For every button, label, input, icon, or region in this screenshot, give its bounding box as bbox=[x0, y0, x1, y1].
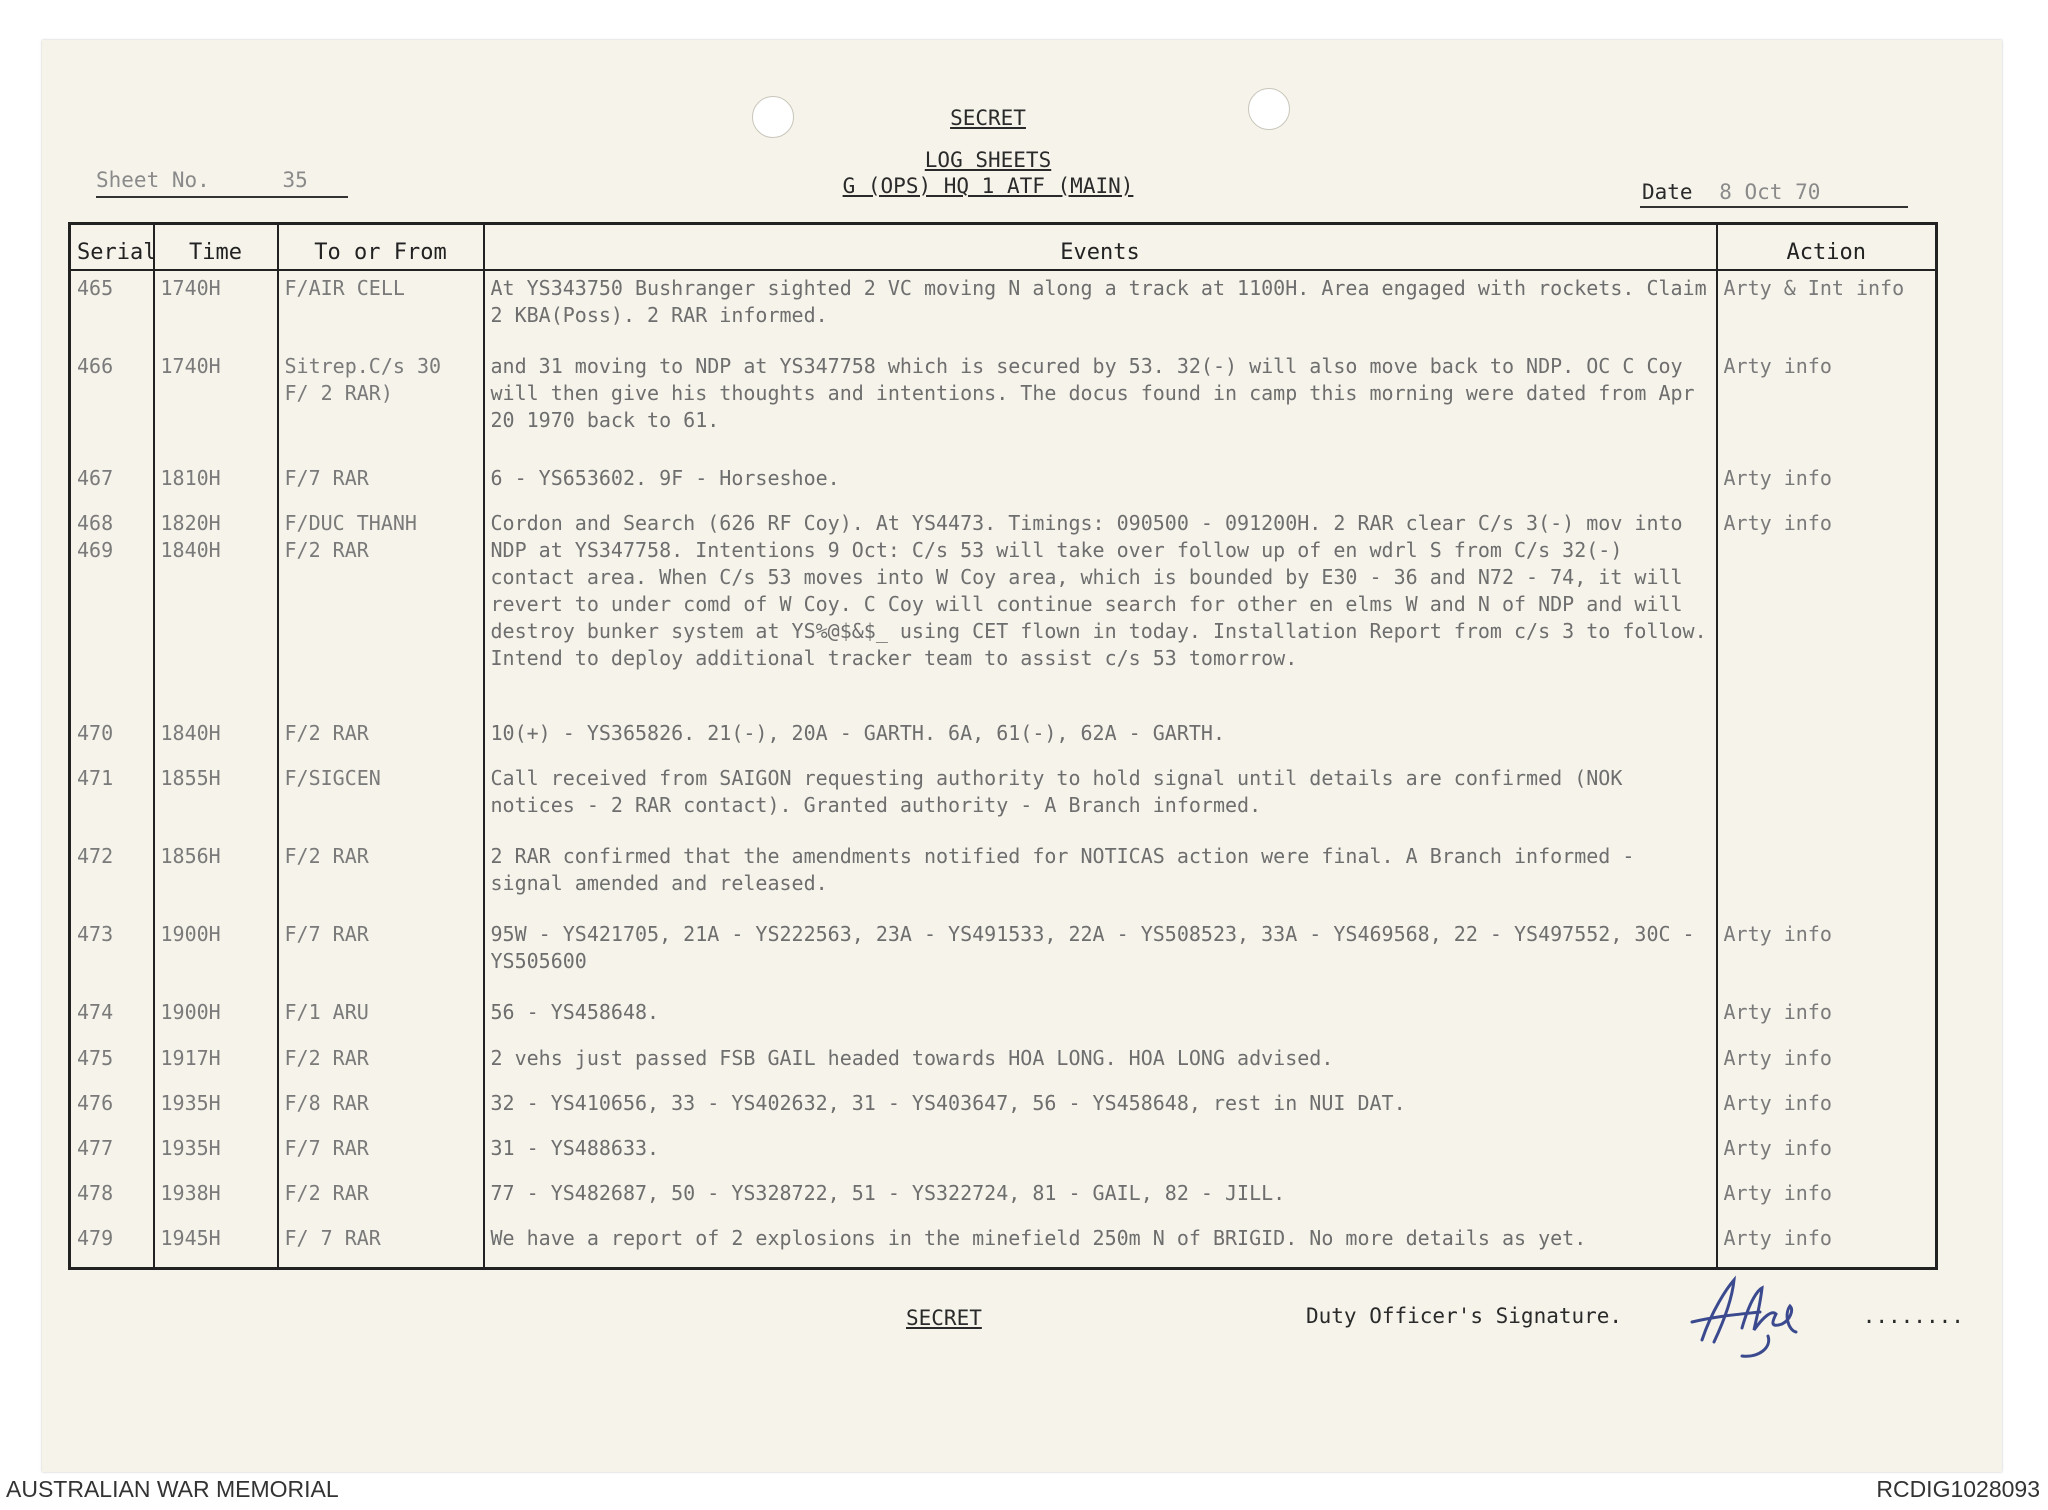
entry-time: 1740H bbox=[154, 349, 278, 460]
entry-action: Arty info bbox=[1717, 1041, 1937, 1086]
column-header-to-or-from: To or From bbox=[278, 224, 484, 271]
entry-serial: 472 bbox=[70, 839, 154, 917]
entry-action: Arty info bbox=[1717, 506, 1937, 716]
sheet-label: Sheet No. bbox=[96, 168, 210, 192]
entry-serial: 466 bbox=[70, 349, 154, 460]
log-entry-467 bbox=[70, 461, 1937, 506]
entry-time: 1900H bbox=[154, 917, 278, 995]
log-table-header bbox=[70, 224, 1937, 271]
signature-dots: ........ bbox=[1862, 1304, 1964, 1328]
entry-serial: 475 bbox=[70, 1041, 154, 1086]
entry-time: 1935H bbox=[154, 1131, 278, 1176]
log-entry-477 bbox=[70, 1131, 1937, 1176]
entry-event: 10(+) - YS365826. 21(-), 20A - GARTH. 6A, 61(-), 62A - GARTH. bbox=[484, 716, 1717, 761]
entry-time: 1740H bbox=[154, 270, 278, 349]
log-entry-476 bbox=[70, 1086, 1937, 1131]
log-table-blank-space bbox=[70, 1267, 1937, 1269]
entry-time: 1917H bbox=[154, 1041, 278, 1086]
entry-event: 95W - YS421705, 21A - YS222563, 23A - YS491533, 22A - YS508523, 33A - YS469568, 22 - YS497552, 30C - YS505600 bbox=[484, 917, 1717, 995]
column-header-action: Action bbox=[1717, 224, 1937, 271]
entry-action bbox=[1717, 716, 1937, 761]
blank-cell bbox=[70, 1267, 154, 1269]
classification-bottom: SECRET bbox=[906, 1306, 982, 1330]
entry-action: Arty info bbox=[1717, 995, 1937, 1040]
blank-cell bbox=[278, 1267, 484, 1269]
log-entry-466 bbox=[70, 349, 1937, 460]
log-table bbox=[68, 222, 1938, 1270]
entry-event: 2 vehs just passed FSB GAIL headed towards HOA LONG. HOA LONG advised. bbox=[484, 1041, 1717, 1086]
punch-hole-right bbox=[1248, 88, 1290, 130]
entry-event: 77 - YS482687, 50 - YS328722, 51 - YS322724, 81 - GAIL, 82 - JILL. bbox=[484, 1176, 1717, 1221]
entry-time: 1935H bbox=[154, 1086, 278, 1131]
date-value: 8 Oct 70 bbox=[1719, 180, 1821, 204]
punch-hole-left bbox=[752, 96, 794, 138]
entry-to-or-from: F/1 ARU bbox=[278, 995, 484, 1040]
entry-to-or-from: F/7 RAR bbox=[278, 461, 484, 506]
entry-time: 1820H 1840H bbox=[154, 506, 278, 716]
entry-serial: 465 bbox=[70, 270, 154, 349]
date-field bbox=[1642, 180, 1820, 204]
entry-action: Arty & Int info bbox=[1717, 270, 1937, 349]
entry-time: 1945H bbox=[154, 1221, 278, 1266]
blank-cell bbox=[154, 1267, 278, 1269]
entry-event: Call received from SAIGON requesting authority to hold signal until details are confirmed (NOK notices - 2 RAR contact). Granted authority - A Branch informed. bbox=[484, 761, 1717, 839]
entry-event: and 31 moving to NDP at YS347758 which is secured by 53. 32(-) will also move back to NDP. OC C Coy will then give his thoughts and intentions. The docus found in camp this morning were dated from Apr 20 1970 back to 61. bbox=[484, 349, 1717, 460]
entry-event: We have a report of 2 explosions in the minefield 250m N of BRIGID. No more details as yet. bbox=[484, 1221, 1717, 1266]
date-label: Date bbox=[1642, 180, 1693, 204]
entry-serial: 478 bbox=[70, 1176, 154, 1221]
signature-label: Duty Officer's Signature. bbox=[1306, 1304, 1623, 1328]
log-entry-478 bbox=[70, 1176, 1937, 1221]
entry-to-or-from: F/DUC THANH F/2 RAR bbox=[278, 506, 484, 716]
entry-to-or-from: F/AIR CELL bbox=[278, 270, 484, 349]
date-underline bbox=[1640, 206, 1908, 208]
entry-time: 1938H bbox=[154, 1176, 278, 1221]
entry-event: 56 - YS458648. bbox=[484, 995, 1717, 1040]
entry-time: 1840H bbox=[154, 716, 278, 761]
entry-to-or-from: F/ 7 RAR bbox=[278, 1221, 484, 1266]
entry-serial: 467 bbox=[70, 461, 154, 506]
log-entry-475 bbox=[70, 1041, 1937, 1086]
entry-to-or-from: F/2 RAR bbox=[278, 839, 484, 917]
blank-cell bbox=[1717, 1267, 1937, 1269]
entry-event: Cordon and Search (626 RF Coy). At YS4473. Timings: 090500 - 091200H. 2 RAR clear C/s 3(-) mov into NDP at YS347758. Intentions 9 Oct: C/s 53 will take over follow up of en wdrl S from C/s 32(-) contact area. When C/s 53 moves into W Coy area, which is bounded by E30 - 36 and N72 - 74, it will revert to under comd of W Coy. C Coy will continue search for other en elms W and N of NDP and will destroy bunker system at YS%@$&$_ using CET flown in today. Installation Report from c/s 3 to follow. Intend to deploy additional tracker team to assist c/s 53 tomorrow. bbox=[484, 506, 1717, 716]
blank-cell bbox=[484, 1267, 1717, 1269]
entry-action: Arty info bbox=[1717, 1221, 1937, 1266]
entry-serial: 474 bbox=[70, 995, 154, 1040]
entry-serial: 476 bbox=[70, 1086, 154, 1131]
log-entry-465 bbox=[70, 270, 1937, 349]
column-header-events: Events bbox=[484, 224, 1717, 271]
column-header-time: Time bbox=[154, 224, 278, 271]
record-id: RCDIG1028093 bbox=[1876, 1476, 2040, 1502]
institution-credit: AUSTRALIAN WAR MEMORIAL bbox=[6, 1476, 339, 1502]
entry-to-or-from: F/2 RAR bbox=[278, 1176, 484, 1221]
sheet-number-field bbox=[96, 168, 308, 192]
log-entry-474 bbox=[70, 995, 1937, 1040]
entry-event: 6 - YS653602. 9F - Horseshoe. bbox=[484, 461, 1717, 506]
log-entry-468-469 bbox=[70, 506, 1937, 716]
entry-to-or-from: F/SIGCEN bbox=[278, 761, 484, 839]
duty-officer-signature-line bbox=[1306, 1304, 1964, 1328]
entry-serial: 477 bbox=[70, 1131, 154, 1176]
entry-serial: 473 bbox=[70, 917, 154, 995]
entry-action bbox=[1717, 839, 1937, 917]
entry-to-or-from: F/7 RAR bbox=[278, 1131, 484, 1176]
entry-action: Arty info bbox=[1717, 1176, 1937, 1221]
entry-event: 2 RAR confirmed that the amendments notified for NOTICAS action were final. A Branch informed - signal amended and released. bbox=[484, 839, 1717, 917]
log-entry-472 bbox=[70, 839, 1937, 917]
log-entry-470 bbox=[70, 716, 1937, 761]
entry-event: At YS343750 Bushranger sighted 2 VC moving N along a track at 1100H. Area engaged with rockets. Claim 2 KBA(Poss). 2 RAR informed. bbox=[484, 270, 1717, 349]
entry-to-or-from: F/2 RAR bbox=[278, 1041, 484, 1086]
entry-to-or-from: F/8 RAR bbox=[278, 1086, 484, 1131]
entry-action: Arty info bbox=[1717, 461, 1937, 506]
entry-serial: 468 469 bbox=[70, 506, 154, 716]
log-entry-479 bbox=[70, 1221, 1937, 1266]
entry-to-or-from: F/7 RAR bbox=[278, 917, 484, 995]
entry-serial: 470 bbox=[70, 716, 154, 761]
document-title: LOG SHEETS bbox=[924, 148, 1052, 172]
entry-action: Arty info bbox=[1717, 917, 1937, 995]
entry-action: Arty info bbox=[1717, 1086, 1937, 1131]
entry-action bbox=[1717, 761, 1937, 839]
entry-serial: 479 bbox=[70, 1221, 154, 1266]
column-header-serial: Serial bbox=[70, 224, 154, 271]
entry-time: 1856H bbox=[154, 839, 278, 917]
entry-event: 31 - YS488633. bbox=[484, 1131, 1717, 1176]
entry-serial: 471 bbox=[70, 761, 154, 839]
log-entry-473 bbox=[70, 917, 1937, 995]
document-subtitle: G (OPS) HQ 1 ATF (MAIN) bbox=[842, 174, 1134, 198]
entry-event: 32 - YS410656, 33 - YS402632, 31 - YS403647, 56 - YS458648, rest in NUI DAT. bbox=[484, 1086, 1717, 1131]
sheet-number-underline bbox=[96, 196, 348, 198]
log-entry-471 bbox=[70, 761, 1937, 839]
entry-time: 1810H bbox=[154, 461, 278, 506]
entry-time: 1855H bbox=[154, 761, 278, 839]
sheet-number: 35 bbox=[282, 168, 308, 192]
entry-action: Arty info bbox=[1717, 1131, 1937, 1176]
handwritten-signature bbox=[1672, 1270, 1822, 1360]
entry-action: Arty info bbox=[1717, 349, 1937, 460]
entry-time: 1900H bbox=[154, 995, 278, 1040]
entry-to-or-from: Sitrep.C/s 30 F/ 2 RAR) bbox=[278, 349, 484, 460]
classification-top: SECRET bbox=[950, 106, 1026, 130]
entry-to-or-from: F/2 RAR bbox=[278, 716, 484, 761]
